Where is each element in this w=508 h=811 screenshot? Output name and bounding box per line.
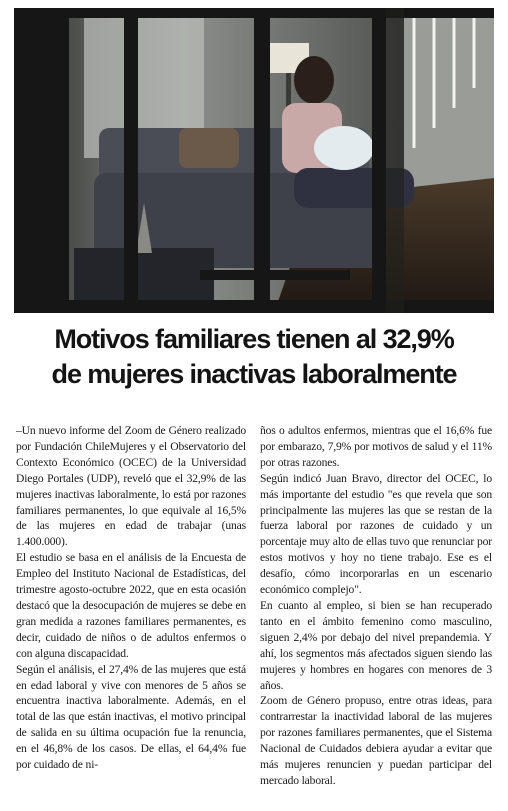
article-paragraph: En cuanto al empleo, si bien se han recuperado tanto en el ámbito femenino como masculino, siguen 2,4% por debajo del nivel prepandemia. Y ahí, los segmentos más afectados siguen siendo las mujeres y hombres en hogares con menores de 3 años. [260,598,492,692]
article-paragraph: Según el análisis, el 27,4% de las mujeres que está en edad laboral y vive con menores de 5 años se encuentra inactiva laboralmente. Además, en el total de las que están inactivas, el motivo principal de salida en su última ocupación fue la renuncia, en el 46,8% de los casos. De ellas, el 64,4% fue por cuidado de ni- [16,662,246,772]
article-paragraph: –Un nuevo informe del Zoom de Género realizado por Fundación ChileMujeres y el Observatorio del Contexto Económico (OCEC) de la Universidad Diego Portales (UDP), reveló que el 32,9% de las mujeres inactivas laboralmente, lo está por razones familiares permanentes, lo que equivale al 16,5% de las mujeres en edad de trabajar (unas 1.400.000). [16,424,246,549]
article-photo [14,8,494,313]
headline-line-2: de mujeres inactivas laboralmente [51,359,457,389]
article-paragraph: ños o adultos enfermos, mientras que el 16,6% fue por embarazo, 7,9% por motivos de salud y el 11% por otras razones. [260,424,492,469]
headline-line-1: Motivos familiares tienen al 32,9% [54,324,454,354]
article-paragraph: Según indicó Juan Bravo, director del OCEC, lo más importante del estudio "es que revela que son principalmente las mujeres las que se restan de la fuerza laboral por razones de cuidado y un porcentaje muy alto de ellas tuvo que renunciar por estos motivos y hoy no tiene trabajo. Ese es el desafío, cómo incorporarlas en un escenario económico complejo". [260,471,492,597]
photo-mother-baby-icon [14,8,494,313]
article-paragraph: El estudio se basa en el análisis de la Encuesta de Empleo del Instituto Nacional de Estadísticas, del trimestre agosto-octubre 2022, que en esta ocasión destacó que la desocupación de mujeres se debe en gran medida a razones familiares permanentes, es decir, cuidado de niños o de adultos enfermos o con alguna discapacidad. [16,551,246,660]
article-body [16,423,492,789]
article-column-right [260,423,492,789]
article-paragraph: Zoom de Género propuso, entre otras ideas, para contrarrestar la inactividad laboral de las mujeres por razones familiares permanentes, que el Sistema Nacional de Cuidados debiera ayudar a evitar que más mujeres renuncien y puedan participar del mercado laboral. [260,694,492,787]
article-headline [14,322,494,392]
article-column-left [16,423,246,789]
